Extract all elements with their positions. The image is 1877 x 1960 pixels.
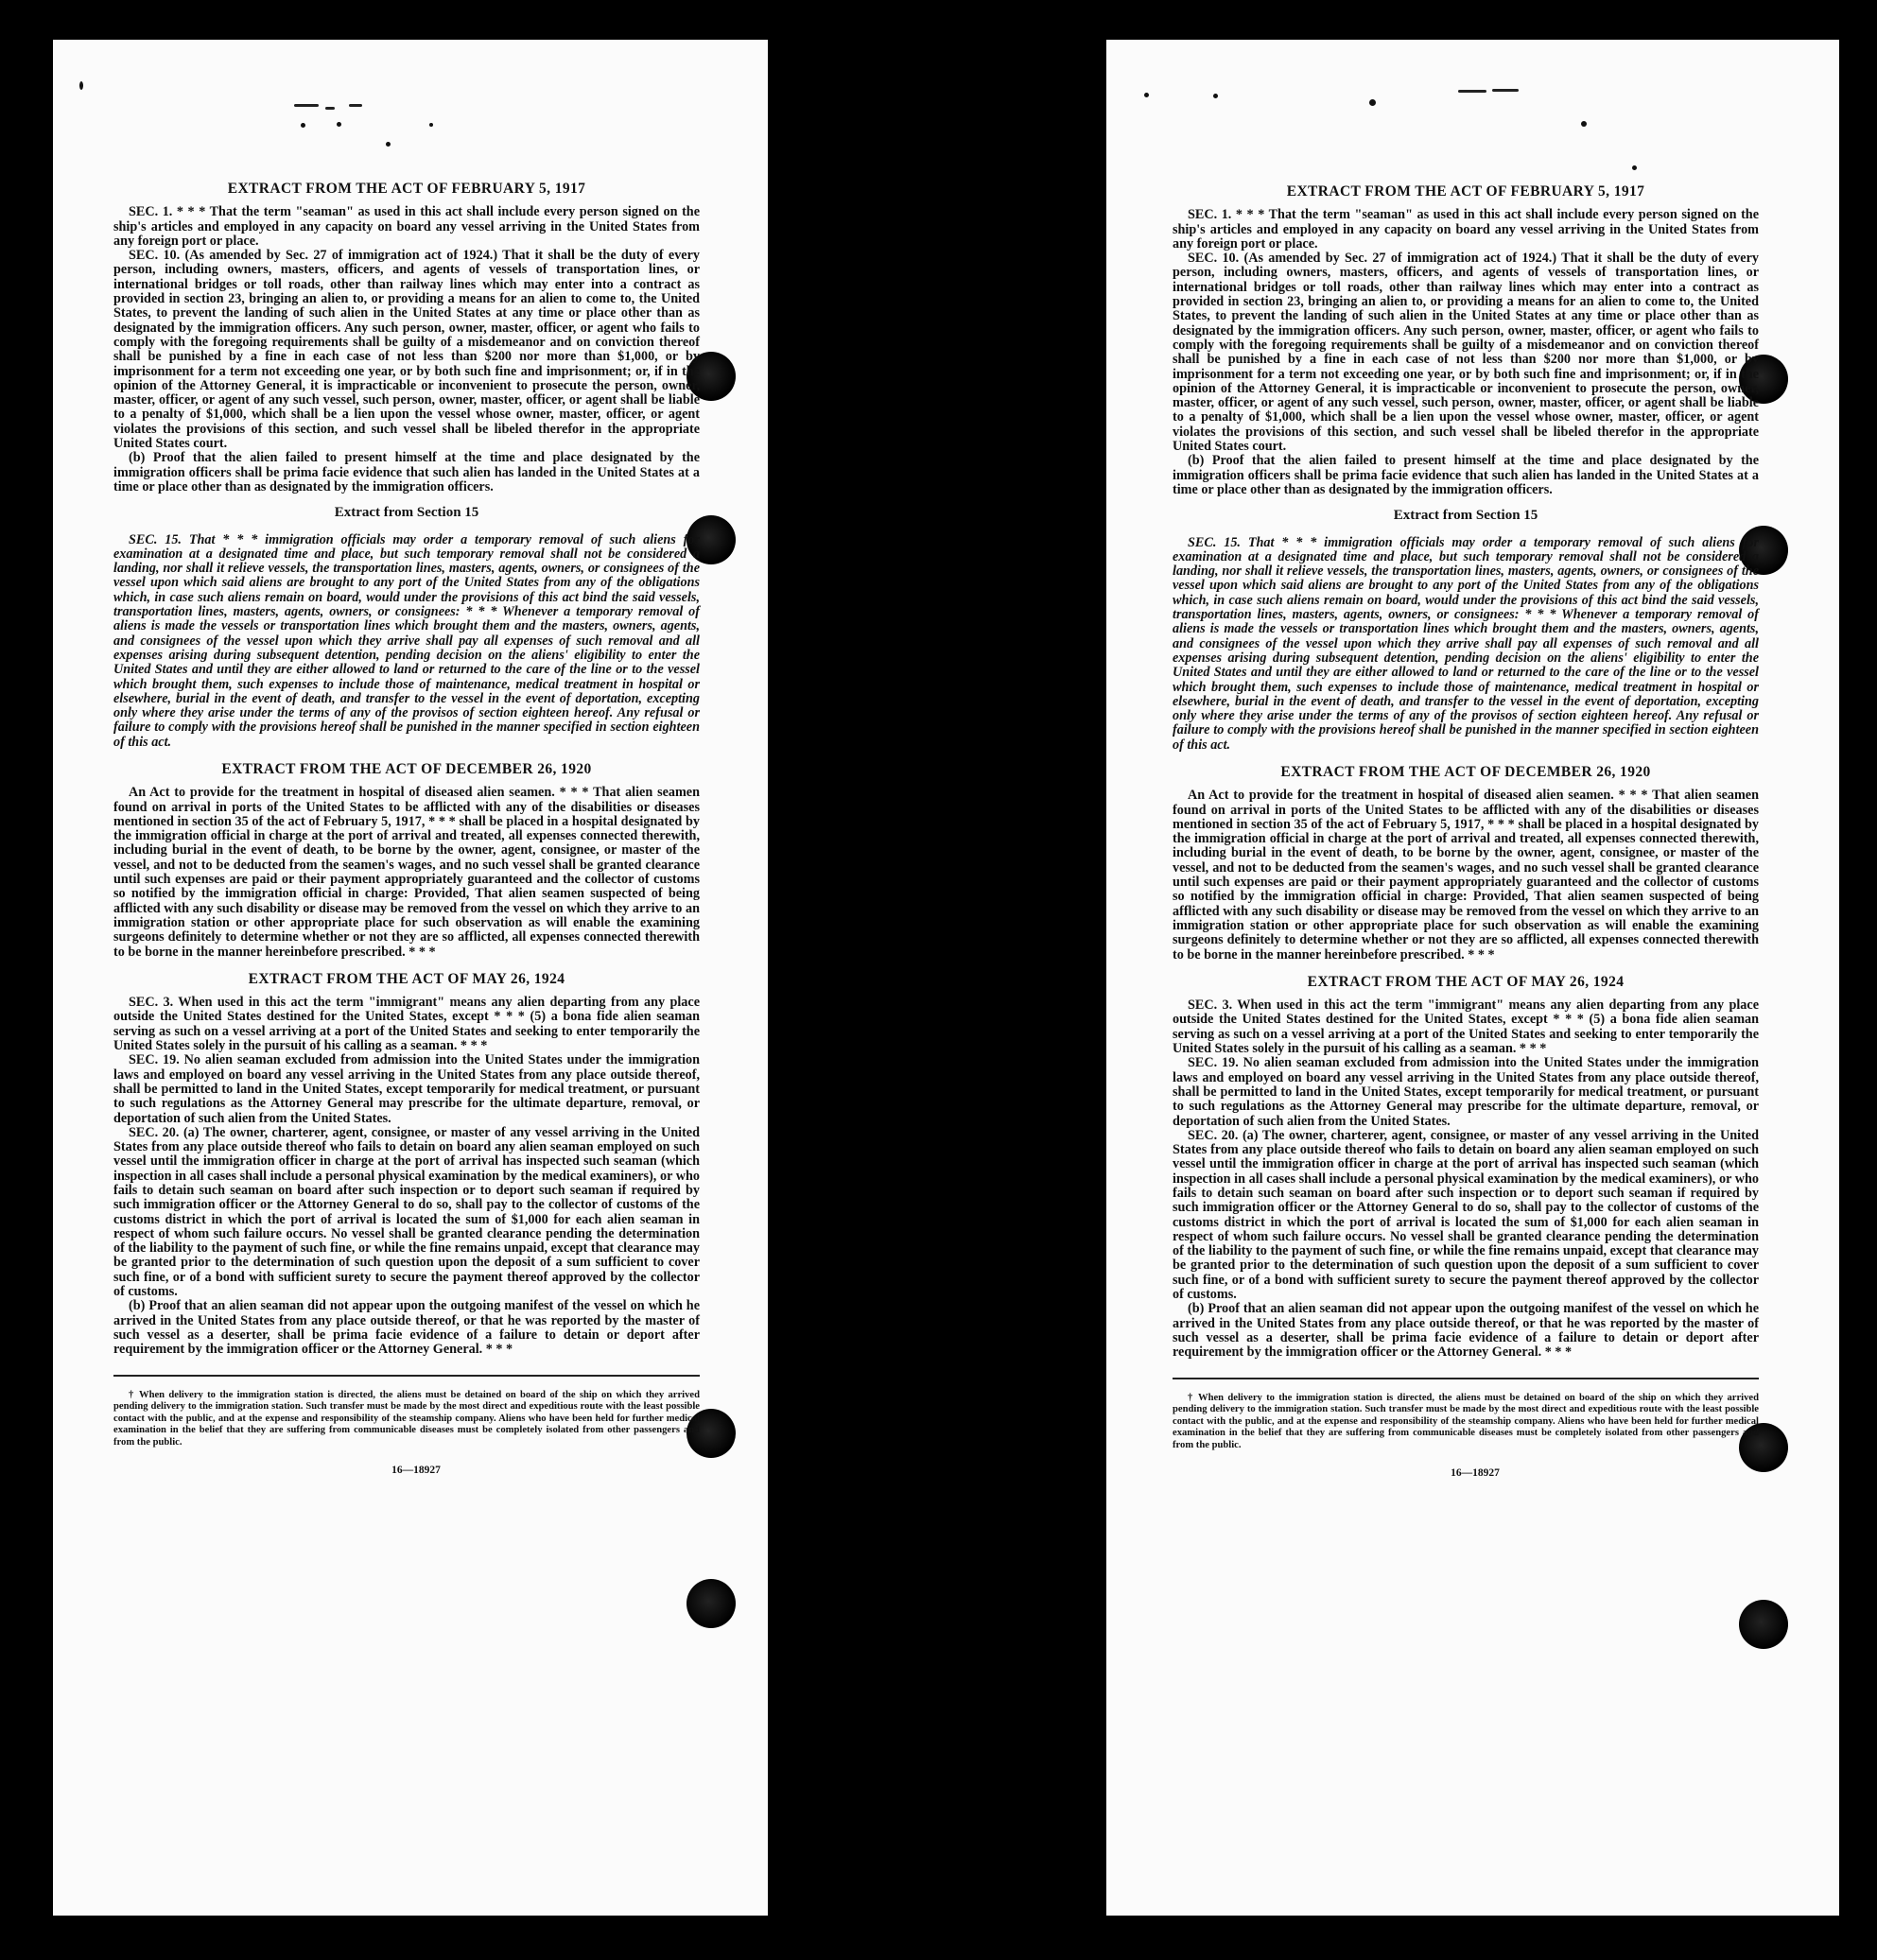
scan-mark — [1369, 99, 1376, 106]
scan-mark — [1632, 165, 1637, 170]
heading-act-may-1924: EXTRACT FROM THE ACT OF MAY 26, 1924 — [1307, 973, 1625, 990]
scan-mark — [325, 107, 335, 110]
section-1: SEC. 1. * * * That the term "seaman" as used in this act shall include every person signed on the ship's articles and employed in any capacity on board any vessel arriving in the United States from any foreign port or place. — [113, 204, 700, 249]
footnote: † When delivery to the immigration station is directed, the aliens must be detained on board of the ship on which they arrived pending delivery to the immigration station. Such transfer must be made by the most direct and expeditious route with the least possible contact with the public, and at the expense and responsibility of the steamship company. Aliens who have been held for further medical examination in the belief that they are suffering from communicable diseases must be completely isolated from other passengers and from the public. — [1173, 1392, 1759, 1450]
page-number: 16—18927 — [1451, 1467, 1500, 1480]
heading-act-feb-1917: EXTRACT FROM THE ACT OF FEBRUARY 5, 1917 — [1286, 183, 1645, 199]
section-10: SEC. 10. (As amended by Sec. 27 of immigration act of 1924.) That it shall be the duty of every person, including owners, masters, officers, and agents of vessels of transportation lines, or international bridges or toll roads, other than railway lines which may enter into a contract as provided in section 23, bringing an alien to, or providing a means for an alien to come to, the United States, to prevent the landing of such alien in the United States at any time or place other than as designated by the immigration officers. Any such person, owner, master, officer, or agent who fails to comply with the foregoing requirements shall be guilty of a misdemeanor and on conviction thereof shall be punished by a fine in each case of not less than $200 nor more than $1,000, or by imprisonment for a term not exceeding one year, or by both such fine and imprisonment; or, if in the opinion of the Attorney General, it is impracticable or inconvenient to prosecute the person, owner, master, officer, or agent of any such vessel, such person, owner, master, officer, or agent shall be liable to a penalty of $1,000, which shall be a lien upon the vessel whose owner, master, officer, or agent violates the provisions of this section, and such vessel shall be libeled therefor in the appropriate United States court. — [1173, 251, 1759, 455]
scan-mark — [1458, 90, 1486, 93]
section-1: SEC. 1. * * * That the term "seaman" as used in this act shall include every person signed on the ship's articles and employed in any capacity on board any vessel arriving in the United States from any foreign port or place. — [1173, 207, 1759, 252]
text-column — [113, 182, 700, 1478]
footnote-divider — [113, 1375, 700, 1377]
punch-hole — [1739, 1600, 1788, 1649]
scan-mark — [1581, 121, 1587, 127]
heading-section-15: Extract from Section 15 — [334, 505, 479, 521]
act-dec-1920-text: An Act to provide for the treatment in hospital of diseased alien seamen. * * * That alien seamen found on arrival in ports of the United States to be afflicted with any of the disabilities or diseases mentioned in section 35 of the act of February 5, 1917, * * * shall be placed in a hospital designated by the immigration official in charge at the port of arrival and treated, all expenses connected therewith, including burial in the event of death, to be borne by the owner, agent, consignee, or master of the vessel, and not to be deducted from the seamen's wages, and no such vessel shall be granted clearance until such expenses are paid or their payment appropriately guaranteed and the collector of customs so notified by the immigration official in charge: Provided, That alien seamen suspected of being afflicted with any such disability or disease may be removed from the vessel on which they arrive to an immigration station or other appropriate place for such observation as will enable the examining surgeons definitely to determine whether or not they are so afflicted, all expenses connected therewith to be borne in the manner hereinbefore prescribed. * * * — [113, 785, 700, 960]
scan-mark — [337, 122, 341, 127]
document-sheet-right — [1106, 40, 1839, 1916]
footnote-divider — [1173, 1378, 1759, 1379]
document-sheet-left — [53, 40, 768, 1916]
text-column — [1173, 184, 1759, 1481]
scan-mark — [349, 104, 362, 107]
section-3: SEC. 3. When used in this act the term "immigrant" means any alien departing from any place outside the United States destined for the United States, except * * * (5) a bona fide alien seaman serving as such on a vessel arriving at a port of the United States and seeking to enter temporarily the United States solely in the pursuit of his calling as a seaman. * * * — [113, 995, 700, 1054]
section-15: SEC. 15. That * * * immigration officials may order a temporary removal of such aliens for examination at a designated time and place, but such temporary removal shall not be considered a landing, nor shall it relieve vessels, the transportation lines, masters, agents, owners, or consignees of the vessel upon which said aliens are brought to any port of the United States from any of the obligations which, in case such aliens remain on board, would under the provisions of this act bind the said vessels, transportation lines, masters, agents, owners, or consignees: * * * Whenever a temporary removal of aliens is made the vessels or transportation lines which brought them and the masters, owners, agents, and consignees of the vessel upon which they arrive shall pay all expenses of such removal and all expenses arising during subsequent detention, pending decision on the aliens' eligibility to enter the United States and until they are either allowed to land or returned to the care of the line or to the vessel which brought them, such expenses to include those of maintenance, medical treatment in hospital or elsewhere, burial in the event of death, and transfer to the vessel in the event of deportation, excepting only where they arise under the terms of any of the provisos of section eighteen hereof. Any refusal or failure to comply with the provisions hereof shall be punished in the manner specified in section eighteen of this act. — [1173, 534, 1759, 753]
heading-act-feb-1917: EXTRACT FROM THE ACT OF FEBRUARY 5, 1917 — [227, 181, 586, 197]
scan-mark — [429, 123, 433, 127]
section-3: SEC. 3. When used in this act the term "immigrant" means any alien departing from any place outside the United States destined for the United States, except * * * (5) a bona fide alien seaman serving as such on a vessel arriving at a port of the United States and seeking to enter temporarily the United States solely in the pursuit of his calling as a seaman. * * * — [1173, 997, 1759, 1057]
heading-section-15: Extract from Section 15 — [1393, 508, 1538, 524]
heading-act-dec-1920: EXTRACT FROM THE ACT OF DECEMBER 26, 1920 — [221, 760, 592, 777]
section-20-a: SEC. 20. (a) The owner, charterer, agent, consignee, or master of any vessel arriving in the United States from any place outside thereof who fails to detain on board any alien seaman employed on such vessel until the immigration officer in charge at the port of arrival has inspected such seaman (which inspection in all cases shall include a personal physical examination by the medical examiners), or who fails to detain such seaman on board after such inspection or to deport such seaman if required by such immigration officer or the Attorney General to do so, shall pay to the collector of customs of the customs district in which the port of arrival is located the sum of $1,000 for each alien seaman in respect of whom such failure occurs. No vessel shall be granted clearance pending the determination of the liability to the payment of such fine, or while the fine remains unpaid, except that clearance may be granted prior to the determination of such question upon the deposit of a sum sufficient to cover such fine, or of a bond with sufficient surety to secure the payment thereof approved by the collector of customs. — [1173, 1127, 1759, 1303]
section-15: SEC. 15. That * * * immigration officials may order a temporary removal of such aliens for examination at a designated time and place, but such temporary removal shall not be considered a landing, nor shall it relieve vessels, the transportation lines, masters, agents, owners, or consignees of the vessel upon which said aliens are brought to any port of the United States from any of the obligations which, in case such aliens remain on board, would under the provisions of this act bind the said vessels, transportation lines, masters, agents, owners, or consignees: * * * Whenever a temporary removal of aliens is made the vessels or transportation lines which brought them and the masters, owners, agents, and consignees of the vessel upon which they arrive shall pay all expenses of such removal and all expenses arising during subsequent detention, pending decision on the aliens' eligibility to enter the United States and until they are either allowed to land or returned to the care of the line or to the vessel which brought them, such expenses to include those of maintenance, medical treatment in hospital or elsewhere, burial in the event of death, and transfer to the vessel in the event of deportation, excepting only where they arise under the terms of any of the provisos of section eighteen hereof. Any refusal or failure to comply with the provisions hereof shall be punished in the manner specified in section eighteen of this act. — [113, 531, 700, 750]
section-20-b: (b) Proof that an alien seaman did not appear upon the outgoing manifest of the vessel on which he arrived in the United States from any place outside thereof, or that he was reported by the master of such vessel as a deserter, shall be prima facie evidence of a failure to detain or deport after requirement by the immigration officer or the Attorney General. * * * — [1173, 1301, 1759, 1361]
scan-mark — [294, 104, 319, 107]
heading-act-may-1924: EXTRACT FROM THE ACT OF MAY 26, 1924 — [248, 970, 565, 987]
scan-mark — [1213, 94, 1218, 98]
section-19: SEC. 19. No alien seaman excluded from admission into the United States under the immigration laws and employed on board any vessel arriving in the United States from any place outside thereof, shall be permitted to land in the United States, except temporarily for medical treatment, or pursuant to such regulations as the Attorney General may prescribe for the ultimate departure, removal, or deportation of such alien from the United States. — [113, 1052, 700, 1126]
footnote: † When delivery to the immigration station is directed, the aliens must be detained on board of the ship on which they arrived pending delivery to the immigration station. Such transfer must be made by the most direct and expeditious route with the least possible contact with the public, and at the expense and responsibility of the steamship company. Aliens who have been held for further medical examination in the belief that they are suffering from communicable diseases must be completely isolated from other passengers and from the public. — [113, 1389, 700, 1448]
page-number: 16—18927 — [391, 1465, 441, 1477]
heading-act-dec-1920: EXTRACT FROM THE ACT OF DECEMBER 26, 1920 — [1280, 763, 1651, 780]
section-10-b: (b) Proof that the alien failed to present himself at the time and place designated by the immigration officers shall be prima facie evidence that such alien has landed in the United States at a time or place other than as designated by the immigration officers. — [1173, 453, 1759, 497]
scan-mark — [1492, 89, 1519, 92]
section-19: SEC. 19. No alien seaman excluded from admission into the United States under the immigration laws and employed on board any vessel arriving in the United States from any place outside thereof, shall be permitted to land in the United States, except temporarily for medical treatment, or pursuant to such regulations as the Attorney General may prescribe for the ultimate departure, removal, or deportation of such alien from the United States. — [1173, 1055, 1759, 1129]
section-20-b: (b) Proof that an alien seaman did not appear upon the outgoing manifest of the vessel on which he arrived in the United States from any place outside thereof, or that he was reported by the master of such vessel as a deserter, shall be prima facie evidence of a failure to detain or deport after requirement by the immigration officer or the Attorney General. * * * — [113, 1298, 700, 1358]
scan-mark — [301, 123, 305, 128]
scan-mark — [79, 81, 83, 90]
section-10-b: (b) Proof that the alien failed to present himself at the time and place designated by the immigration officers shall be prima facie evidence that such alien has landed in the United States at a time or place other than as designated by the immigration officers. — [113, 450, 700, 494]
section-20-a: SEC. 20. (a) The owner, charterer, agent, consignee, or master of any vessel arriving in the United States from any place outside thereof who fails to detain on board any alien seaman employed on such vessel until the immigration officer in charge at the port of arrival has inspected such seaman (which inspection in all cases shall include a personal physical examination by the medical examiners), or who fails to detain such seaman on board after such inspection or to deport such seaman if required by such immigration officer or the Attorney General to do so, shall pay to the collector of customs of the customs district in which the port of arrival is located the sum of $1,000 for each alien seaman in respect of whom such failure occurs. No vessel shall be granted clearance pending the determination of the liability to the payment of such fine, or while the fine remains unpaid, except that clearance may be granted prior to the determination of such question upon the deposit of a sum sufficient to cover such fine, or of a bond with sufficient surety to secure the payment thereof approved by the collector of customs. — [113, 1124, 700, 1300]
scan-mark — [386, 142, 391, 147]
act-dec-1920-text: An Act to provide for the treatment in hospital of diseased alien seamen. * * * That alien seamen found on arrival in ports of the United States to be afflicted with any of the disabilities or diseases mentioned in section 35 of the act of February 5, 1917, * * * shall be placed in a hospital designated by the immigration official in charge at the port of arrival and treated, all expenses connected therewith, including burial in the event of death, to be borne by the owner, agent, consignee, or master of the vessel, and not to be deducted from the seamen's wages, and no such vessel shall be granted clearance until such expenses are paid or their payment appropriately guaranteed and the collector of customs so notified by the immigration official in charge: Provided, That alien seamen suspected of being afflicted with any such disability or disease may be removed from the vessel on which they arrive to an immigration station or other appropriate place for such observation as will enable the examining surgeons definitely to determine whether or not they are so afflicted, all expenses connected therewith to be borne in the manner hereinbefore prescribed. * * * — [1173, 788, 1759, 963]
scan-mark — [1144, 93, 1149, 97]
section-10: SEC. 10. (As amended by Sec. 27 of immigration act of 1924.) That it shall be the duty of every person, including owners, masters, officers, and agents of vessels of transportation lines, or international bridges or toll roads, other than railway lines which may enter into a contract as provided in section 23, bringing an alien to, or providing a means for an alien to come to, the United States, to prevent the landing of such alien in the United States at any time or place other than as designated by the immigration officers. Any such person, owner, master, officer, or agent who fails to comply with the foregoing requirements shall be guilty of a misdemeanor and on conviction thereof shall be punished by a fine in each case of not less than $200 nor more than $1,000, or by imprisonment for a term not exceeding one year, or by both such fine and imprisonment; or, if in the opinion of the Attorney General, it is impracticable or inconvenient to prosecute the person, owner, master, officer, or agent of any such vessel, such person, owner, master, officer, or agent shall be liable to a penalty of $1,000, which shall be a lien upon the vessel whose owner, master, officer, or agent violates the provisions of this section, and such vessel shall be libeled therefor in the appropriate United States court. — [113, 248, 700, 452]
punch-hole — [686, 1579, 736, 1628]
